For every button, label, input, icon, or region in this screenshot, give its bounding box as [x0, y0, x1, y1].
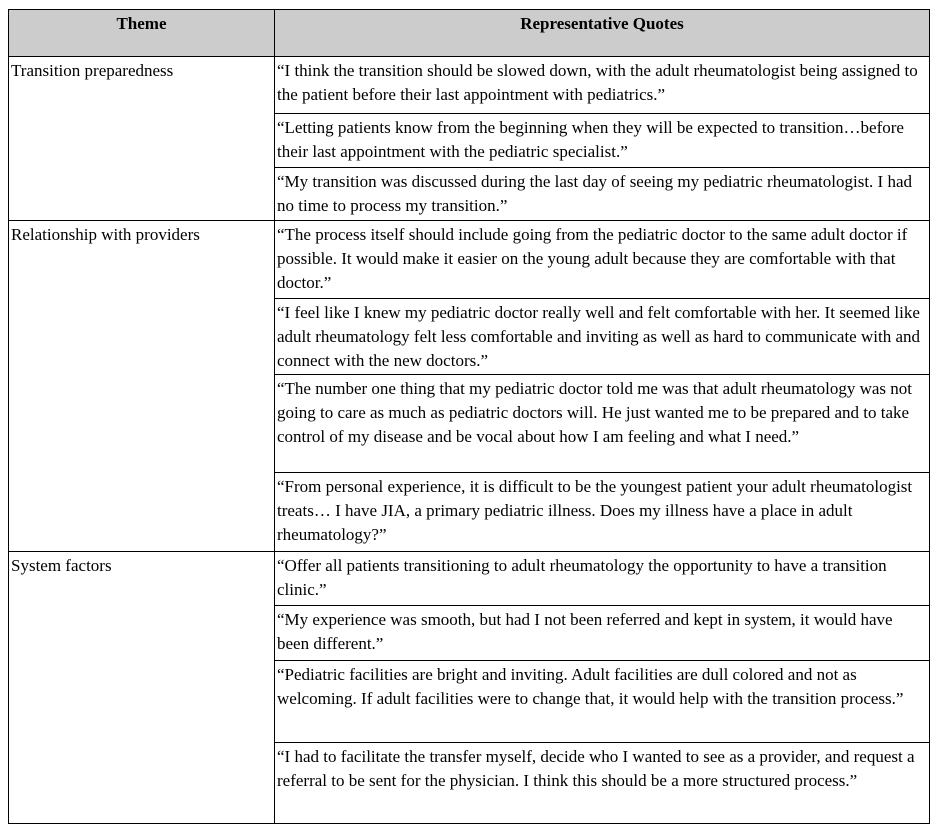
quote-row: “I think the transition should be slowed down, with the adult rheumatologist being assigned to the patient before their last appointment with pediatrics.” — [275, 57, 929, 114]
quote-row: “I feel like I knew my pediatric doctor really well and felt comfortable with her. It seemed like adult rheumatology felt less comfortable and inviting as well as hard to communicate with and connect with the new doctors.” — [275, 299, 929, 375]
quotes-cell — [275, 221, 929, 551]
quote-row: “Letting patients know from the beginning when they will be expected to transition…before their last appointment with the pediatric specialist.” — [275, 114, 929, 168]
themes-quotes-table — [8, 9, 930, 824]
quote-row: “My transition was discussed during the last day of seeing my pediatric rheumatologist. I had no time to process my transition.” — [277, 172, 913, 215]
quote-row: “I had to facilitate the transfer myself, decide who I wanted to see as a provider, and request a referral to be sent for the physician. I think this should be a more structured process.” — [277, 747, 915, 790]
quotes-cell — [275, 57, 929, 220]
quote-row: “Pediatric facilities are bright and inviting. Adult facilities are dull colored and not as welcoming. If adult facilities were to change that, it would help with the transition process.” — [275, 661, 929, 743]
quote-row: “The process itself should include going from the pediatric doctor to the same adult doctor if possible. It would make it easier on the young adult because they are comfortable with that doctor.” — [275, 221, 929, 299]
quote-row: “From personal experience, it is difficult to be the youngest patient your adult rheumatologist treats… I have JIA, a primary pediatric illness. Does my illness have a place in adult rheumatology?” — [277, 477, 913, 544]
quote-row: “Offer all patients transitioning to adult rheumatology the opportunity to have a transition clinic.” — [275, 552, 929, 606]
theme-cell: Relationship with providers — [9, 221, 275, 551]
table-header-row — [9, 10, 929, 57]
theme-group-system-factors — [9, 552, 929, 823]
quote-row: “The number one thing that my pediatric doctor told me was that adult rheumatology was not going to care as much as pediatric doctors will. He just wanted me to be prepared and to take control of my disease and be vocal about how I am feeling and what I need.” — [275, 375, 929, 473]
header-theme: Theme — [9, 10, 275, 56]
header-quotes: Representative Quotes — [520, 14, 684, 33]
theme-group-transition-preparedness — [9, 57, 929, 221]
quote-row: “My experience was smooth, but had I not been referred and kept in system, it would have been different.” — [275, 606, 929, 661]
theme-cell: Transition preparedness — [9, 57, 275, 220]
quotes-cell — [275, 552, 929, 823]
theme-cell: System factors — [9, 552, 275, 823]
theme-group-relationship-with-providers — [9, 221, 929, 552]
